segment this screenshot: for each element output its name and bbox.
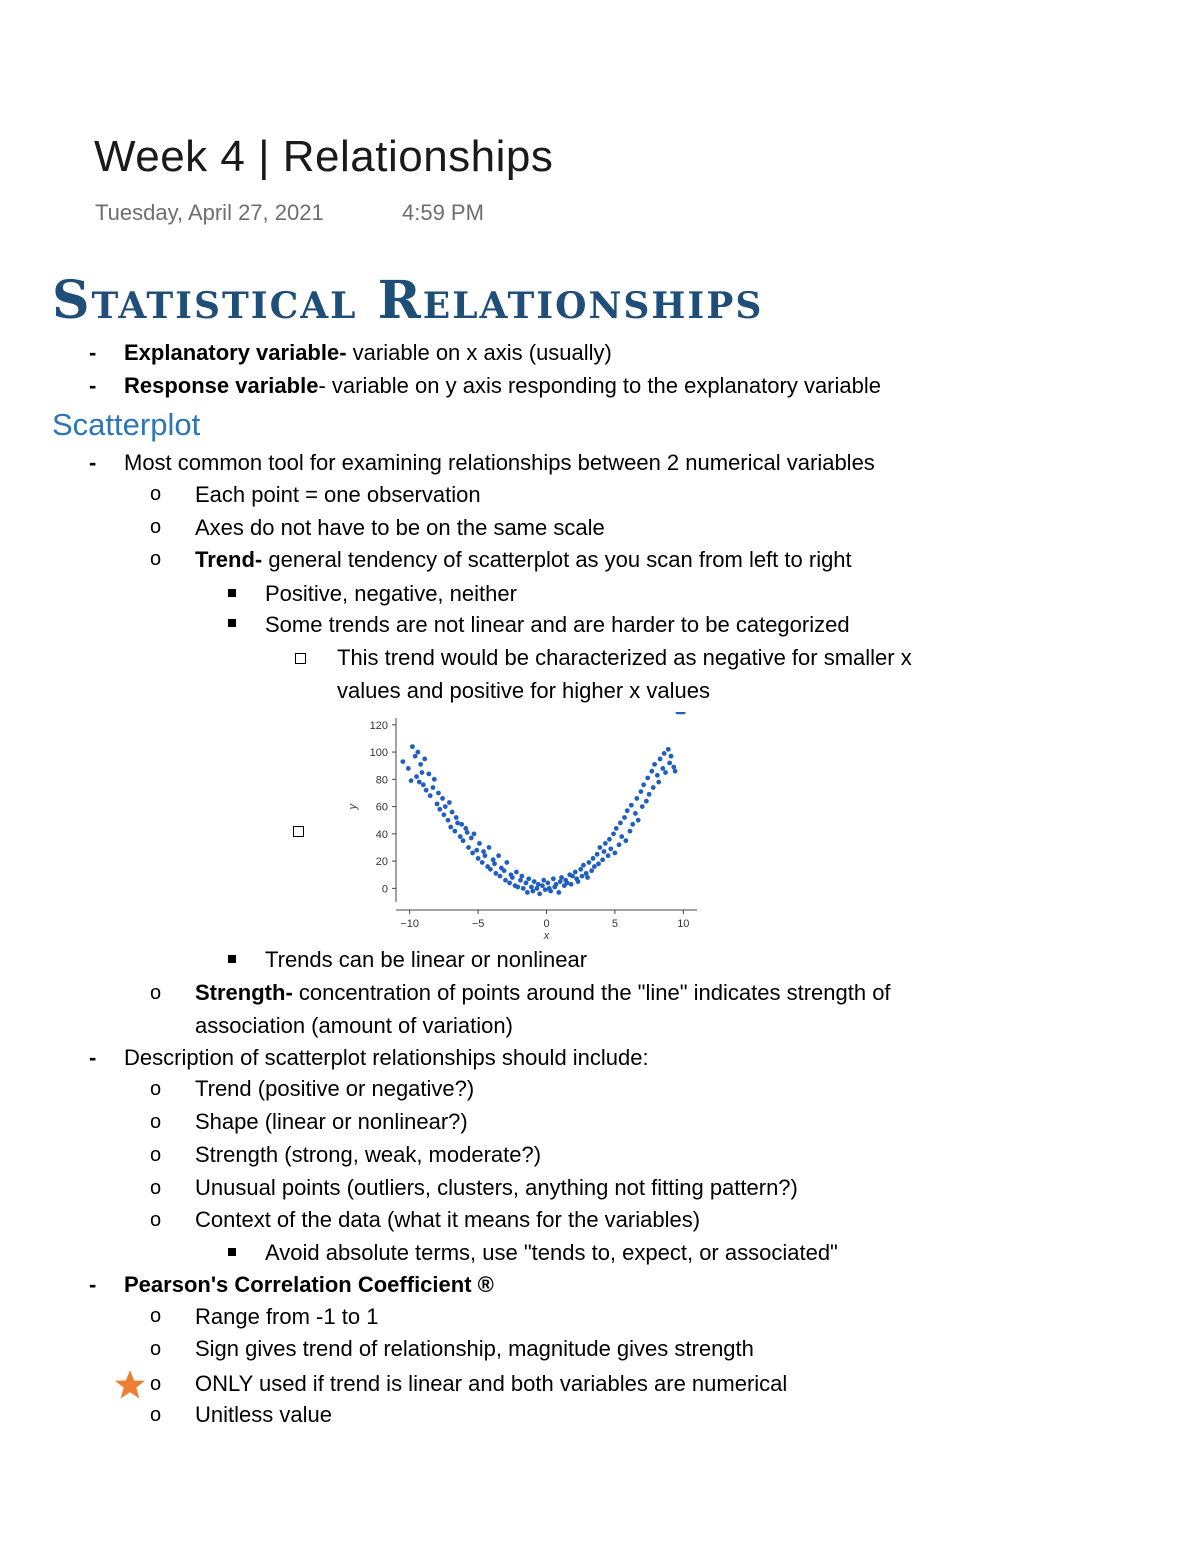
data-point <box>422 756 427 761</box>
circle-bullet-icon: o <box>150 1144 162 1166</box>
data-point <box>524 881 529 886</box>
data-point <box>645 776 650 781</box>
strength-continuation: association (amount of variation) <box>195 1013 513 1038</box>
description-intro: Description of scatterplot relationships should include: <box>124 1045 649 1070</box>
trend-definition <box>195 547 852 573</box>
example-line-2: values and positive for higher x values <box>337 678 710 703</box>
y-tick-label: 60 <box>375 801 388 814</box>
response-definition <box>124 373 881 399</box>
data-point <box>417 780 422 785</box>
y-tick-label: 80 <box>375 774 388 787</box>
data-point <box>644 799 649 804</box>
strength-term: Strength- <box>195 980 293 1005</box>
explanatory-definition <box>124 340 612 366</box>
example-line-1: This trend would be characterized as negative for smaller x <box>337 645 912 670</box>
pearson-heading: Pearson's Correlation Coefficient ® <box>124 1272 494 1297</box>
explanatory-term: Explanatory variable- <box>124 340 347 365</box>
data-point <box>614 826 619 831</box>
data-point <box>655 773 660 778</box>
data-point <box>424 788 429 793</box>
page-time: 4:59 PM <box>402 200 484 225</box>
data-point <box>671 765 676 770</box>
data-point <box>503 878 508 883</box>
data-point <box>483 853 488 858</box>
section-heading: Statistical Relationships <box>52 270 764 331</box>
data-point <box>436 791 441 796</box>
data-point <box>607 837 612 842</box>
circle-bullet-icon: o <box>150 1305 162 1327</box>
data-point <box>446 818 451 823</box>
data-point <box>558 879 563 884</box>
strength-definition <box>195 980 891 1006</box>
data-point <box>428 793 433 798</box>
data-point <box>477 841 482 846</box>
x-tick-label: 0 <box>543 918 550 930</box>
circle-bullet-icon: o <box>150 483 162 505</box>
data-point <box>541 878 546 883</box>
data-point <box>634 796 639 801</box>
scatterplot-chart <box>340 712 710 940</box>
circle-bullet-icon: o <box>150 1177 162 1199</box>
data-point <box>470 851 475 856</box>
data-point <box>536 882 541 887</box>
x-tick-label: −10 <box>400 918 420 930</box>
circle-bullet-icon: o <box>150 1404 162 1426</box>
data-point <box>554 882 559 887</box>
circle-bullet-icon: o <box>150 1209 162 1231</box>
data-point <box>406 766 411 771</box>
hollow-square-bullet-icon <box>295 653 306 664</box>
x-axis-label: x <box>543 930 550 940</box>
pearson-item: Unitless value <box>195 1402 332 1427</box>
dash-bullet-icon: - <box>89 373 97 398</box>
data-point <box>540 883 545 888</box>
page-title: Week 4 | Relationships <box>94 132 554 181</box>
data-point <box>414 774 419 779</box>
data-point <box>629 803 634 808</box>
data-point <box>426 771 431 776</box>
data-point <box>592 864 597 869</box>
data-point <box>587 860 592 865</box>
data-point <box>481 849 486 854</box>
data-point <box>502 868 507 873</box>
data-point <box>530 889 535 894</box>
data-point <box>613 851 618 856</box>
data-point <box>611 831 616 836</box>
data-point <box>591 856 596 861</box>
data-point <box>480 860 485 865</box>
data-point <box>570 874 575 879</box>
circle-bullet-icon: o <box>150 548 162 570</box>
data-point <box>565 881 570 886</box>
y-tick-label: 120 <box>369 719 388 732</box>
data-point <box>519 874 524 879</box>
square-bullet-icon <box>228 619 236 627</box>
description-item: Trend (positive or negative?) <box>195 1076 475 1101</box>
circle-bullet-icon: o <box>150 982 162 1004</box>
nonlinear-note: Some trends are not linear and are harder to be categorized <box>265 612 850 637</box>
data-point <box>459 822 464 827</box>
data-point <box>420 770 425 775</box>
data-point <box>585 875 590 880</box>
data-point <box>641 782 646 787</box>
circle-bullet-icon: o <box>150 1111 162 1133</box>
chart-points <box>400 712 685 896</box>
square-bullet-icon <box>228 589 236 597</box>
data-point <box>488 867 493 872</box>
data-point <box>652 762 657 767</box>
axes-note: Axes do not have to be on the same scale <box>195 515 605 540</box>
data-point <box>437 807 442 812</box>
data-point <box>636 818 641 823</box>
data-point <box>461 838 466 843</box>
data-point <box>515 885 520 890</box>
y-tick-label: 0 <box>381 883 388 896</box>
linear-note: Trends can be linear or nonlinear <box>265 947 588 972</box>
data-point <box>487 845 492 850</box>
trend-text: general tendency of scatterplot as you scan from left to right <box>262 547 852 572</box>
data-point <box>493 871 498 876</box>
circle-bullet-icon: o <box>150 1373 162 1395</box>
data-point <box>421 782 426 787</box>
data-point <box>622 815 627 820</box>
data-point <box>447 800 452 805</box>
data-point <box>667 761 672 766</box>
data-point <box>603 841 608 846</box>
avoid-note: Avoid absolute terms, use "tends to, expect, or associated" <box>265 1240 838 1265</box>
data-point <box>606 853 611 858</box>
square-bullet-icon <box>228 1248 236 1256</box>
data-point <box>443 804 448 809</box>
data-point <box>581 863 586 868</box>
data-point <box>466 845 471 850</box>
data-point <box>521 886 526 891</box>
strength-text: concentration of points around the "line" indicates strength of <box>292 980 891 1005</box>
data-point <box>418 762 423 767</box>
trend-types: Positive, negative, neither <box>265 581 517 606</box>
data-point <box>452 829 457 834</box>
circle-bullet-icon: o <box>150 1338 162 1360</box>
data-point <box>545 881 550 886</box>
data-point <box>526 876 531 881</box>
data-point <box>463 826 468 831</box>
explanatory-text: variable on x axis (usually) <box>346 340 612 365</box>
data-point <box>651 785 656 790</box>
data-point <box>507 881 512 886</box>
scatter-intro: Most common tool for examining relationships between 2 numerical variables <box>124 450 875 475</box>
data-point <box>472 831 477 836</box>
data-point <box>640 804 645 809</box>
data-point <box>551 876 556 881</box>
data-point <box>548 889 553 894</box>
data-point <box>518 878 523 883</box>
dash-bullet-icon: - <box>89 1045 97 1070</box>
pearson-item: ONLY used if trend is linear and both variables are numerical <box>195 1371 788 1396</box>
data-point <box>608 846 613 851</box>
data-point <box>663 770 668 775</box>
data-point <box>535 886 540 891</box>
data-point <box>410 744 415 749</box>
scatterplot-heading: Scatterplot <box>52 407 201 442</box>
dash-bullet-icon: - <box>89 1272 97 1297</box>
description-item: Unusual points (outliers, clusters, anything not fitting pattern?) <box>195 1175 798 1200</box>
data-point <box>525 890 530 895</box>
page-date: Tuesday, April 27, 2021 <box>95 200 324 225</box>
data-point <box>476 856 481 861</box>
data-point <box>649 769 654 774</box>
data-point <box>623 838 628 843</box>
data-point <box>669 754 674 759</box>
data-point <box>474 848 479 853</box>
x-tick-label: −5 <box>471 918 485 930</box>
x-tick-label: 10 <box>677 918 690 930</box>
data-point <box>537 891 542 896</box>
data-point <box>602 849 607 854</box>
data-point <box>633 811 638 816</box>
data-point <box>435 801 440 806</box>
pearson-item: Sign gives trend of relationship, magnitude gives strength <box>195 1336 754 1361</box>
y-axis-label: y <box>347 803 359 810</box>
data-point <box>584 871 589 876</box>
data-point <box>578 867 583 872</box>
data-point <box>441 812 446 817</box>
data-point <box>556 890 561 895</box>
data-point <box>639 789 644 794</box>
y-tick-label: 40 <box>375 828 388 841</box>
data-point <box>559 875 564 880</box>
data-point <box>504 860 509 865</box>
data-point <box>617 842 622 847</box>
y-tick-label: 20 <box>375 856 388 869</box>
chart-axes <box>370 718 697 930</box>
description-item: Shape (linear or nonlinear?) <box>195 1109 468 1134</box>
data-point <box>576 879 581 884</box>
data-point <box>400 759 405 764</box>
data-point <box>440 796 445 801</box>
data-point <box>600 857 605 862</box>
response-text: - variable on y axis responding to the explanatory variable <box>318 373 881 398</box>
data-point <box>432 777 437 782</box>
data-point <box>409 778 414 783</box>
data-point <box>450 810 455 815</box>
data-point <box>666 747 671 752</box>
square-bullet-icon <box>228 955 236 963</box>
response-term: Response variable <box>124 373 319 398</box>
circle-bullet-icon: o <box>150 516 162 538</box>
data-point <box>573 870 578 875</box>
star-icon <box>114 1369 146 1400</box>
x-tick-label: 5 <box>611 918 618 930</box>
data-point <box>619 834 624 839</box>
data-point <box>413 754 418 759</box>
data-point <box>514 870 519 875</box>
data-point <box>662 751 667 756</box>
data-point <box>647 792 652 797</box>
hollow-square-bullet-icon <box>293 826 304 837</box>
y-tick-label: 100 <box>369 747 388 760</box>
data-point <box>656 780 661 785</box>
data-point <box>532 879 537 884</box>
data-point <box>454 815 459 820</box>
data-point <box>673 769 678 774</box>
data-point <box>469 836 474 841</box>
data-point <box>431 785 436 790</box>
description-item: Strength (strong, weak, moderate?) <box>195 1142 542 1167</box>
data-point <box>498 874 503 879</box>
data-point <box>628 829 633 834</box>
data-point <box>595 852 600 857</box>
data-point <box>496 853 501 858</box>
data-point <box>491 857 496 862</box>
data-point <box>630 822 635 827</box>
trend-term: Trend- <box>195 547 263 572</box>
data-point <box>618 821 623 826</box>
point-note: Each point = one observation <box>195 482 481 507</box>
data-point <box>596 861 601 866</box>
data-point <box>448 825 453 830</box>
data-point <box>492 861 497 866</box>
dash-bullet-icon: - <box>89 450 97 475</box>
description-item: Context of the data (what it means for the variables) <box>195 1207 701 1232</box>
data-point <box>589 868 594 873</box>
data-point <box>580 874 585 879</box>
data-point <box>660 766 665 771</box>
pearson-item: Range from -1 to 1 <box>195 1304 379 1329</box>
data-point <box>415 750 420 755</box>
data-point <box>658 756 663 761</box>
circle-bullet-icon: o <box>150 1078 162 1100</box>
dash-bullet-icon: - <box>89 340 97 365</box>
data-point <box>543 887 548 892</box>
data-point <box>455 821 460 826</box>
data-point <box>569 882 574 887</box>
data-point <box>529 885 534 890</box>
data-point <box>625 808 630 813</box>
data-point <box>458 834 463 839</box>
data-point <box>597 845 602 850</box>
data-point <box>465 830 470 835</box>
data-point <box>510 875 515 880</box>
